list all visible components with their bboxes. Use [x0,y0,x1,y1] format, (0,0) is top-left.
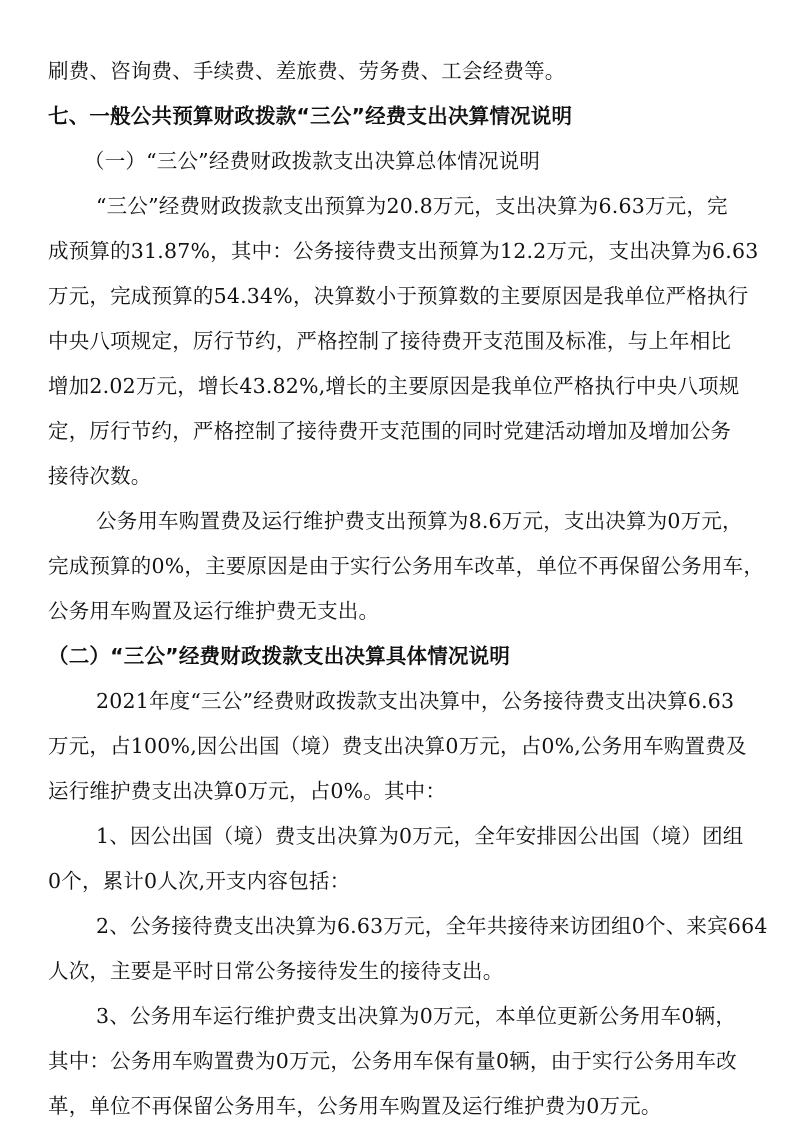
subsection-heading-1: （一）“三公”经费财政拨款支出决算总体情况说明 [84,149,541,173]
paragraph-line: 运行维护费支出决算0万元，占0%。其中： [48,779,447,803]
paragraph-line: 完成预算的0%，主要原因是由于实行公务用车改革，单位不再保留公务用车， [48,554,765,578]
list-item-line: 人次，主要是平时日常公务接待发生的接待支出。 [48,959,504,983]
paragraph-line: 刷费、咨询费、手续费、差旅费、劳务费、工会经费等。 [48,59,566,83]
subsection-heading-2: （二）“三公”经费财政拨款支出决算具体情况说明 [48,644,511,668]
paragraph-line: 万元，完成预算的54.34%，决算数小于预算数的主要原因是我单位严格执行 [48,284,749,308]
paragraph-line: 公务用车购置及运行维护费无支出。 [48,599,380,623]
list-item-line: 3、公务用车运行维护费支出决算为0万元，本单位更新公务用车0辆， [96,1004,737,1028]
paragraph-line: 中央八项规定，厉行节约，严格控制了接待费开支范围及标准，与上年相比 [48,329,732,353]
list-item-line: 1、因公出国（境）费支出决算为0万元，全年安排因公出国（境）团组 [96,824,744,848]
paragraph-line: “三公”经费财政拨款支出预算为20.8万元，支出决算为6.63万元，完 [96,194,728,218]
paragraph-line: 接待次数。 [48,464,152,488]
list-item-line: 其中：公务用车购置费为0万元，公务用车保有量0辆，由于实行公务用车改 [48,1049,737,1073]
list-item-line: 0个，累计0人次,开支内容包括： [48,869,351,893]
list-item-line: 2、公务接待费支出决算为6.63万元，全年共接待来访团组0个、来宾664 [96,914,768,938]
list-item-line: 革，单位不再保留公务用车，公务用车购置及运行维护费为0万元。 [48,1094,662,1118]
paragraph-line: 万元，占100%,因公出国（境）费支出决算0万元，占0%,公务用车购置费及 [48,734,747,758]
paragraph-line: 公务用车购置费及运行维护费支出预算为8.6万元，支出决算为0万元， [96,509,743,533]
paragraph-line: 增加2.02万元，增长43.82%,增长的主要原因是我单位严格执行中央八项规 [48,374,740,398]
paragraph-line: 成预算的31.87%，其中：公务接待费支出预算为12.2万元，支出决算为6.63 [48,239,759,263]
paragraph-line: 2021年度“三公”经费财政拨款支出决算中，公务接待费支出决算6.63 [96,689,735,713]
section-heading-7: 七、一般公共预算财政拨款“三公”经费支出决算情况说明 [48,104,573,128]
paragraph-line: 定，厉行节约，严格控制了接待费开支范围的同时党建活动增加及增加公务 [48,419,732,443]
